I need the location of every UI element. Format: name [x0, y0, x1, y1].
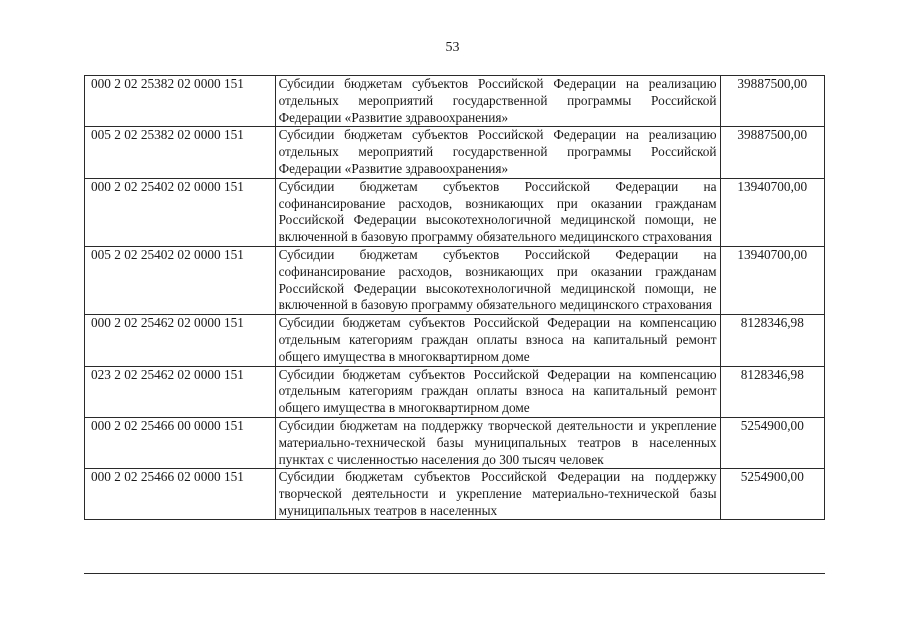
budget-code-cell: 000 2 02 25466 02 0000 151 [85, 469, 276, 520]
amount-cell: 5254900,00 [720, 469, 824, 520]
table-row [85, 366, 825, 417]
description-cell: Субсидии бюджетам субъектов Российской Федерации на реализацию отдельных мероприятий государственной программы Российской Федерации «Развитие здравоохранения» [275, 127, 720, 178]
budget-code-cell: 023 2 02 25462 02 0000 151 [85, 366, 276, 417]
table-row [85, 469, 825, 520]
table-row [85, 246, 825, 314]
description-cell [275, 469, 720, 520]
description-text: Субсидии бюджетам субъектов Российской Федерации на поддержку творческой деятельности и укрепление материально-технической базы муниципальных театров в населенных [278, 469, 717, 518]
amount-cell: 5254900,00 [720, 417, 824, 468]
budget-code-cell: 000 2 02 25382 02 0000 151 [85, 76, 276, 127]
budget-code-cell: 000 2 02 25462 02 0000 151 [85, 315, 276, 366]
table-bottom-edge [84, 573, 825, 574]
amount-cell: 39887500,00 [720, 76, 824, 127]
description-cell: Субсидии бюджетам субъектов Российской Федерации на компенсацию отдельным категориям граждан оплаты взноса на капитальный ремонт общего имущества в многоквартирном доме [275, 366, 720, 417]
budget-code-cell: 005 2 02 25382 02 0000 151 [85, 127, 276, 178]
table-row [85, 76, 825, 127]
budget-table [84, 75, 825, 520]
amount-cell: 39887500,00 [720, 127, 824, 178]
budget-code-cell: 000 2 02 25466 00 0000 151 [85, 417, 276, 468]
description-cell: Субсидии бюджетам субъектов Российской Федерации на софинансирование расходов, возникающих при оказании гражданам Российской Федерации высокотехнологичной медицинской помощи, не включенной в базовую программу обязательного медицинского страхования [275, 178, 720, 246]
table-row [85, 178, 825, 246]
amount-cell: 13940700,00 [720, 178, 824, 246]
page-number: 53 [445, 40, 460, 55]
budget-code-cell: 005 2 02 25402 02 0000 151 [85, 246, 276, 314]
table-row [85, 417, 825, 468]
description-cell: Субсидии бюджетам субъектов Российской Федерации на реализацию отдельных мероприятий государственной программы Российской Федерации «Развитие здравоохранения» [275, 76, 720, 127]
description-cell: Субсидии бюджетам субъектов Российской Федерации на софинансирование расходов, возникающих при оказании гражданам Российской Федерации высокотехнологичной медицинской помощи, не включенной в базовую программу обязательного медицинского страхования [275, 246, 720, 314]
amount-cell: 13940700,00 [720, 246, 824, 314]
table-row [85, 127, 825, 178]
budget-code-cell: 000 2 02 25402 02 0000 151 [85, 178, 276, 246]
amount-cell: 8128346,98 [720, 366, 824, 417]
description-cell: Субсидии бюджетам субъектов Российской Федерации на компенсацию отдельным категориям граждан оплаты взноса на капитальный ремонт общего имущества в многоквартирном доме [275, 315, 720, 366]
description-cell: Субсидии бюджетам на поддержку творческой деятельности и укрепление материально-технической базы муниципальных театров в населенных пунктах с численностью населения до 300 тысяч человек [275, 417, 720, 468]
table-row [85, 315, 825, 366]
amount-cell: 8128346,98 [720, 315, 824, 366]
